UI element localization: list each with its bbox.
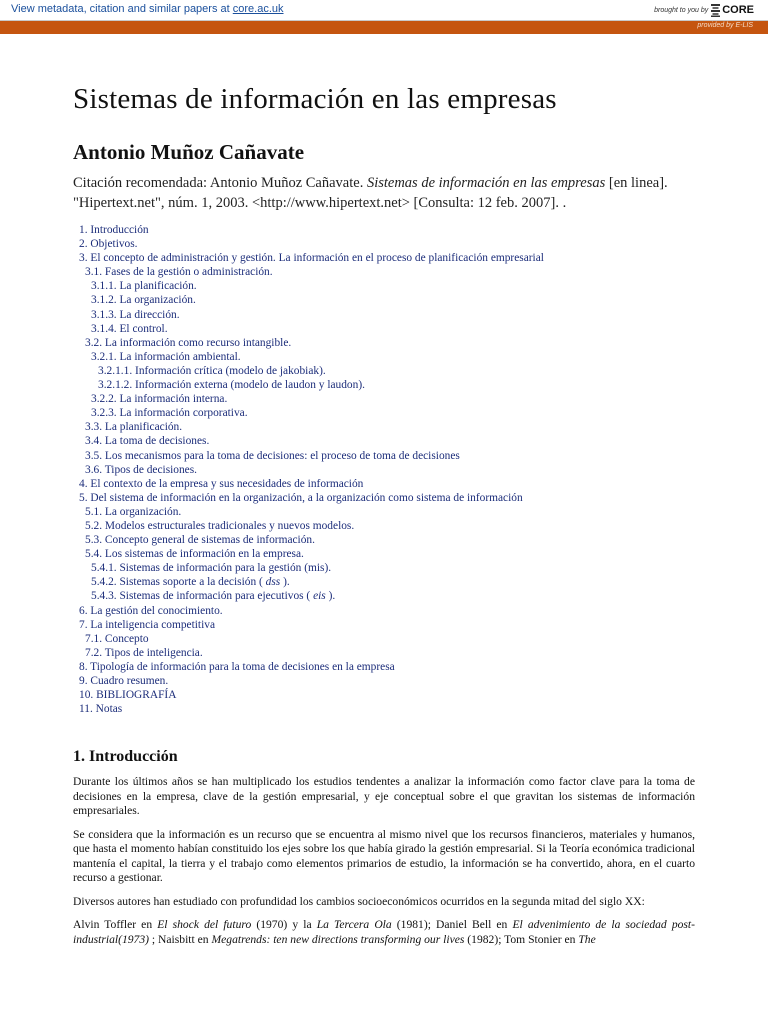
toc-item[interactable]: 3.4. La toma de decisiones.	[85, 435, 210, 448]
core-logo-icon	[711, 4, 720, 17]
toc-item[interactable]: 7.2. Tipos de inteligencia.	[85, 646, 203, 659]
toc-item[interactable]: 3.1.2. La organización.	[91, 294, 196, 307]
paragraph: Durante los últimos años se han multiplicado los estudios tendentes a analizar la información como factor clave para la toma de decisiones en la empresa, clave de la gestión empresarial, y eje conceptual sobre el que gravitan los sistemas de información empresariales.	[73, 775, 695, 818]
toc-item[interactable]: 9. Cuadro resumen.	[79, 675, 169, 687]
toc-item-label: ).	[328, 590, 336, 603]
toc-item[interactable]: 3.2.1.1. Información crítica (modelo de jakobiak).	[98, 364, 326, 377]
toc-item-label: 5.4.2. Sistemas soporte a la decisión (	[91, 576, 263, 589]
core-logo-text: CORE	[722, 4, 754, 16]
toc-item[interactable]: 5.4.1. Sistemas de información para la gestión (mis).	[91, 562, 332, 575]
toc-item[interactable]: 5.2. Modelos estructurales tradicionales y nuevos modelos.	[85, 519, 355, 532]
article-body	[73, 83, 695, 947]
toc-item[interactable]: 3.2.1.2. Información externa (modelo de laudon y laudon).	[98, 379, 365, 392]
toc-item[interactable]: 3. El concepto de administración y gestión. La información en el proceso de planificación empresarial	[79, 252, 544, 265]
book-title: La Tercera Ola	[316, 918, 392, 932]
citation-suffix: [en linea]. "Hipertext.net", núm. 1, 2003. <http://www.hipertext.net> [Consulta: 12 feb. 2007]. .	[73, 175, 668, 211]
text-run: (1981); Daniel Bell en	[391, 918, 513, 932]
toc-item[interactable]: 1. Introducción	[79, 224, 149, 236]
toc-item-label: ).	[283, 576, 290, 589]
toc-item-abbrev: dss	[265, 576, 281, 589]
toc-item[interactable]: 11. Notas	[79, 703, 123, 716]
toc-item[interactable]: 2. Objetivos.	[79, 238, 138, 251]
toc-item[interactable]: 3.6. Tipos de decisiones.	[85, 463, 198, 476]
toc-item[interactable]: 3.1.1. La planificación.	[91, 280, 197, 293]
metadata-notice	[11, 3, 284, 15]
toc-item[interactable]: 4. El contexto de la empresa y sus necesidades de información	[79, 477, 364, 490]
book-title: The	[578, 932, 596, 946]
toc-item[interactable]: 3.2.3. La información corporativa.	[91, 407, 248, 420]
book-title: El shock del futuro	[157, 918, 252, 932]
toc-item[interactable]: 3.1. Fases de la gestión o administración.	[85, 266, 273, 279]
text-run: (1970) y la	[251, 918, 317, 932]
toc-item[interactable]	[73, 575, 695, 589]
recommended-citation	[73, 173, 695, 213]
toc-item[interactable]: 3.2.1. La información ambiental.	[91, 350, 241, 363]
toc-item[interactable]: 3.2.2. La información interna.	[91, 393, 228, 406]
text-run: (1982); Tom Stonier en	[464, 932, 579, 946]
paragraph: Se considera que la información es un recurso que se encuentra al mismo nivel que los recursos financieros, materiales y humanos, que hasta el momento habían constituido los ejes sobre los que había girado la gestión empresarial. Si la Teoría económica tradicional mantenía el capital, la tierra y el trabajo como elementos primarios de estudio, la información se ha convertido, ahora, en el cuarto recurso a gestionar.	[73, 827, 695, 885]
toc-item[interactable]: 10. BIBLIOGRAFÍA	[79, 689, 177, 702]
toc-item[interactable]: 6. La gestión del conocimiento.	[79, 604, 223, 617]
toc-item[interactable]: 3.5. Los mecanismos para la toma de decisiones: el proceso de toma de decisiones	[85, 449, 460, 462]
core-banner	[0, 0, 768, 21]
toc-item[interactable]: 5.1. La organización.	[85, 505, 182, 518]
core-brand[interactable]	[654, 2, 754, 18]
text-run: ; Naisbitt en	[149, 932, 212, 946]
toc-item[interactable]: 5. Del sistema de información en la organización, a la organización como sistema de información	[79, 491, 523, 504]
book-title: Megatrends: ten new directions transforming our lives	[211, 932, 465, 946]
core-provided-bar	[0, 21, 768, 34]
provided-by-text: provided by E-LIS	[697, 22, 753, 29]
core-link[interactable]: core.ac.uk	[232, 3, 284, 15]
author-name: Antonio Muñoz Cañavate	[73, 140, 305, 164]
paragraph: Diversos autores han estudiado con profundidad los cambios socioeconómicos ocurridos en la segunda mitad del siglo XX:	[73, 894, 645, 908]
brought-to-you-text: brought to you by	[654, 6, 709, 14]
core-logo[interactable]	[711, 4, 754, 17]
citation-title: Sistemas de información en las empresas	[366, 175, 606, 191]
toc-item[interactable]: 3.2. La información como recurso intangible.	[85, 336, 292, 349]
text-run: Alvin Toffler en	[73, 918, 158, 932]
metadata-text: View metadata, citation and similar papers at	[11, 3, 230, 15]
toc-item[interactable]: 3.3. La planificación.	[85, 421, 183, 434]
toc-item[interactable]: 7. La inteligencia competitiva	[79, 618, 216, 631]
paragraph	[73, 918, 695, 947]
toc-item[interactable]: 3.1.4. El control.	[91, 322, 168, 335]
section-heading-introduccion: 1. Introducción	[73, 748, 178, 766]
toc-item-abbrev: eis	[313, 590, 326, 603]
toc-item[interactable]: 3.1.3. La dirección.	[91, 308, 180, 321]
table-of-contents	[73, 223, 695, 716]
toc-item[interactable]: 5.3. Concepto general de sistemas de información.	[85, 534, 315, 547]
toc-item[interactable]	[73, 589, 695, 603]
toc-item-label: 5.4.3. Sistemas de información para ejecutivos (	[91, 590, 311, 603]
page-title: Sistemas de información en las empresas	[73, 83, 557, 115]
toc-item[interactable]: 7.1. Concepto	[85, 632, 149, 645]
citation-prefix: Citación recomendada: Antonio Muñoz Cañavate.	[73, 175, 364, 191]
toc-item[interactable]: 8. Tipología de información para la toma de decisiones en la empresa	[79, 660, 395, 673]
book-title: El advenimiento de la sociedad post-industrial(1973)	[73, 918, 696, 946]
toc-item[interactable]: 5.4. Los sistemas de información en la empresa.	[85, 548, 304, 561]
